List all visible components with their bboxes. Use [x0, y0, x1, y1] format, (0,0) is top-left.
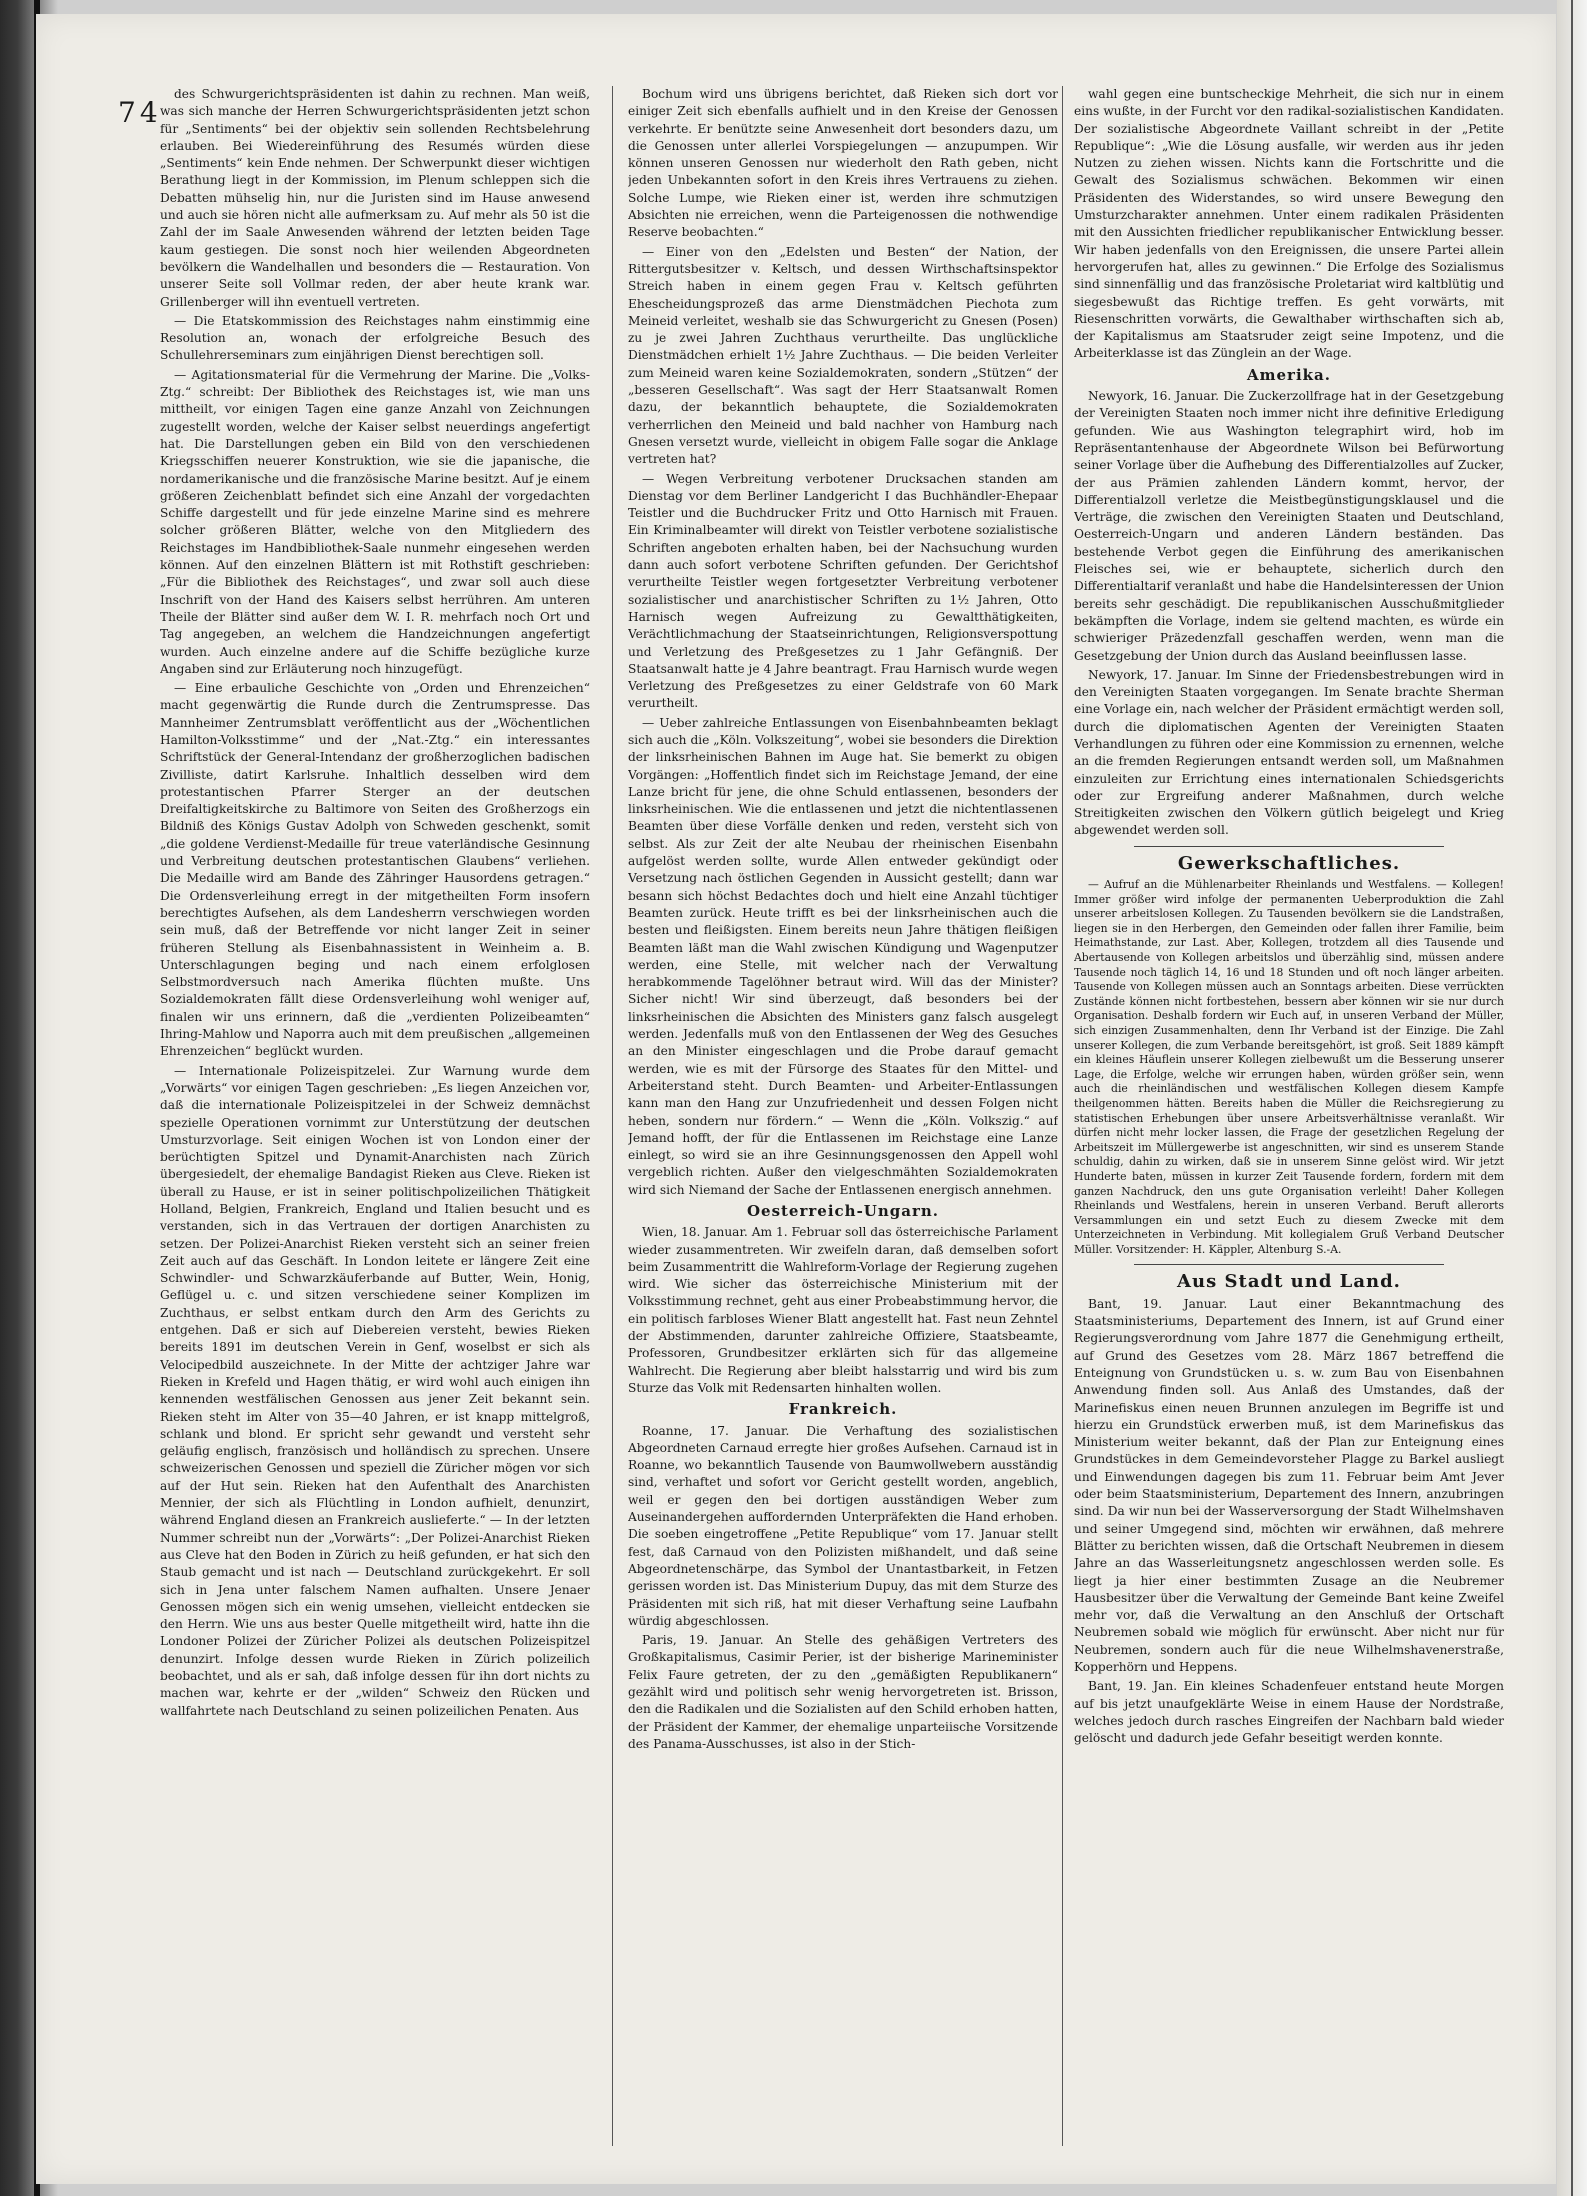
section-rule	[1134, 1264, 1444, 1265]
column-1	[160, 86, 590, 2146]
page-number: 74	[118, 96, 162, 129]
article-paragraph: — Internationale Polizeispitzelei. Zur Warnung wurde dem „Vorwärts“ vor einigen Tagen geschrieben: „Es liegen Anzeichen vor, daß die internationale Polizeispitzelei in der Schweiz demnächst spezielle Operationen vornimmt zur Unterstützung der deutschen Umsturzvorlage. Seit einigen Wochen ist von London einer der berüchtigten Spitzel und Dynamit-Anarchisten nach Zürich übergesiedelt, der ehemalige Bandagist Rieken aus Cleve. Rieken ist überall zu Hause, er ist in seiner politischpolizeilichen Thätigkeit Holland, Belgien, Frankreich, England und Italien besucht und es verstanden, sich in das Vertrauen der dortigen Anarchisten zu setzen. Der Polizei-Anarchist Rieken versteht sich an seiner freien Zeit auch auf das Geschäft. In London leitete er längere Zeit eine Schwindler- und Schwarzkäuferbande auf Butter, Wein, Honig, Geflügel u. c. und sitzen verschiedene seiner Komplizen im Zuchthaus, er selbst entkam durch den Arm des Gerichts zu entgehen. Daß er sich auf Diebereien versteht, bewies Rieken bereits 1891 im deutschen Verein in Genf, woselbst er sich als Velocipedbild auszeichnete. In der Mitte der achtziger Jahre war Rieken in Krefeld und Hagen thätig, er wird wohl auch einigen ihn kennenden westfälischen Genossen aus jener Zeit bekannt sein. Rieken steht im Alter von 35—40 Jahren, er ist knapp mittelgroß, schlank und blond. Er spricht sehr gewandt und versteht sehr geläufig englisch, französisch und holländisch zu sprechen. Unsere schweizerischen Genossen und speziell die Züricher mögen vor sich auf der Hut sein. Rieken hat den Aufenthalt des Anarchisten Mennier, der sich als Flüchtling in London aufhielt, denunzirt, während England diesen an Frankreich auslieferte.“ — In der letzten Nummer schreibt nun der „Vorwärts“: „Der Polizei-Anarchist Rieken aus Cleve hat den Boden in Zürich zu heiß gefunden, er hat sich den Staub gemacht und ist nach — Deutschland zurückgekehrt. Er soll sich in Jena unter falschem Namen aufhalten. Unsere Jenaer Genossen mögen sich ein wenig umsehen, vielleicht entdecken sie den Herrn. Wie uns aus bester Quelle mitgetheilt wird, hatte ihn die Londoner Polizei der Züricher Polizei als deutschen Polizeispitzel denunzirt. Infolge dessen wurde Rieken in Zürich polizeilich beobachtet, und als er sah, daß infolge dessen für ihn dort nichts zu machen war, kehrte er der „wilden“ Schweiz den Rücken und wallfahrtete nach Deutschland zu seinen polizeilichen Penaten. Aus	[160, 1063, 590, 1718]
article-paragraph: — Wegen Verbreitung verbotener Drucksachen standen am Dienstag vor dem Berliner Landgericht I das Buchhändler-Ehepaar Teistler und die Buchdrucker Fritz und Otto Harnisch mit Frauen. Ein Kriminalbeamter will direkt von Teistler verbotene sozialistische Schriften angeboten erhalten haben, bei der Nachsuchung wurden dann auch sofort verbotene Schriften gefunden. Der Gerichtshof verurtheilte Teistler wegen fortgesetzter Verbreitung verbotener sozialistischer und anarchistischer Schriften zu 1½ Jahren, Otto Harnisch wegen Aufreizung zu Gewaltthätigkeiten, Verächtlichmachung der Staatseinrichtungen, Religionsverspottung und Verletzung des Preßgesetzes zu 1 Jahr Gefängniß. Der Staatsanwalt hatte je 4 Jahre beantragt. Frau Harnisch wurde wegen Verletzung des Preßgesetzes zu einer Geldstrafe von 60 Mark verurtheilt.	[628, 471, 1058, 711]
article-paragraph: des Schwurgerichtspräsidenten ist dahin zu rechnen. Man weiß, was sich manche der Herren Schwurgerichtspräsidenten jetzt schon für „Sentiments“ bei der objektiv sein sollenden Rechtsbelehrung erlauben. Bei Wiedereinführung des Resumés würden diese „Sentiments“ kein Ende nehmen. Der Schwerpunkt dieser wichtigen Berathung liegt in der Kommission, im Plenum schleppen sich die Debatten mühselig hin, nur die Juristen sind im Hause anwesend und auch sie hören nicht alle aufmerksam zu. Auf mehr als 50 ist die Zahl der im Saale Anwesenden während der letzten beiden Tage kaum gestiegen. Die sonst noch hier weilenden Abgeordneten bevölkern die Wandelhallen und besonders die — Restauration. Von unserer Seite soll Vollmar reden, der aber heute krank war. Grillenberger will ihn eventuell vertreten.	[160, 87, 590, 309]
column-divider	[612, 86, 613, 2146]
article-paragraph: Paris, 19. Januar. An Stelle des gehäßigen Vertreters des Großkapitalismus, Casimir Perier, ist der bisherige Marineminister Felix Faure getreten, der zu den „gemäßigten Republikanern“ gezählt wird und politisch sehr wenig hervorgetreten ist. Brisson, den die Radikalen und die Sozialisten auf den Schild erhoben hatten, der Präsident der Kammer, der ehemalige unparteiische Vorsitzende des Panama-Ausschusses, ist also in der Stich-	[628, 1633, 1058, 1751]
section-heading: Frankreich.	[788, 1400, 898, 1419]
page-right-edge	[1557, 0, 1587, 2196]
article-paragraph: Bochum wird uns übrigens berichtet, daß Rieken sich dort vor einiger Zeit sich ebenfalls aufhielt und in den Kreise der Genossen verkehrte. Er benützte seine Anwesenheit dort besonders dazu, um die Genossen unter allerlei Vorspiegelungen — anzupumpen. Wir können unseren Genossen nur wiederholt den Rath geben, nicht jeden Unbekannten sofort in den Kreis ihres Vertrauens zu ziehen. Solche Lumpe, wie Rieken einer ist, werden ihre schmutzigen Absichten nie erreichen, wenn die Parteigenossen die nothwendige Reserve beobachten.“	[628, 87, 1058, 240]
section-rule	[1134, 846, 1444, 847]
article-paragraph: Bant, 19. Jan. Ein kleines Schadenfeuer entstand heute Morgen auf bis jetzt unaufgeklärte Weise in einem Hause der Nordstraße, welches jedoch durch rasches Eingreifen der Nachbarn bald wieder gelöscht und dadurch jede Gefahr beseitigt werden konnte.	[1074, 1679, 1504, 1746]
section-heading: Oesterreich-Ungarn.	[746, 1202, 940, 1220]
article-paragraph: — Ueber zahlreiche Entlassungen von Eisenbahnbeamten beklagt sich auch die „Köln. Volkszeitung“, wobei sie besonders die Direktion der linksrheinischen Bahnen im Auge hat. Sie bemerkt zu obigen Vorgängen: „Hoffentlich findet sich im Reichstage Jemand, der eine Lanze bricht für jene, die ohne Schuld entlassenen, besonders der linksrheinischen. Wie die entlassenen und jetzt die nichtentlassenen Beamten über diese Vorfälle denken und reden, versteht sich von selbst. Als zur Zeit der alte Neubau der rheinischen Eisenbahn aufgelöst werden sollte, wurde Allen entweder gekündigt oder Versetzung nach östlichen Gegenden in Aussicht gestellt; dann war besann sich höchst Bedachtes doch und hielt eine Anzahl tüchtiger Beamten zurück. Heute trifft es bei der linksrheinischen auch die besten und fleißigsten. Einem bereits neun Jahre thätigen fleißigen Beamten läßt man die Wahl zwischen Kündigung und Wagenputzer werden, eine Stelle, mit welcher nach der Verwaltung herabkommende Tagelöhner betraut wird. Will das der Minister? Sicher nicht! Wir sind überzeugt, daß besonders bei der linksrheinischen die Absichten des Ministers ganz falsch ausgelegt werden. Jedenfalls muß von den Entlassenen der Weg des Gesuches an den Minister eingeschlagen und die Probe darauf gemacht werden, wie es mit der Fürsorge des Staates für den Mittel- und Arbeiterstand steht. Durch Beamten- und Arbeiter-Entlassungen kann man den Hang zur Unzufriedenheit und dessen Folgen nicht heben, sondern nur fördern.“ — Wenn die „Köln. Volkszig.“ auf Jemand hofft, der für die Entlassenen im Reichstage eine Lanze einlegt, so wird sie an ihre Gesinnungsgenossen den Appell wohl vergeblich richten. Außer den vielgeschmähten Sozialdemokraten wird sich Niemand der Sache der Entlassenen energisch annehmen.	[628, 715, 1058, 1197]
article-paragraph: Newyork, 17. Januar. Im Sinne der Friedensbestrebungen wird in den Vereinigten Staaten vorgegangen. Im Senate brachte Sherman eine Vorlage ein, nach welcher der Präsident ermächtigt werden soll, durch die diplomatischen Agenten der Vereinigten Staaten Verhandlungen zu führen oder eine Kommission zu ernennen, welche an die fremden Regierungen entsandt werden soll, um Maßnahmen einzuleiten zur Errichtung eines internationalen Schiedsgerichts oder zur Ergreifung anderer Maßnahmen, durch welche Streitigkeiten zwischen den Völkern gütlich beigelegt und Krieg abgewendet werden soll.	[1074, 667, 1504, 838]
article-paragraph: — Aufruf an die Mühlenarbeiter Rheinlands und Westfalens. — Kollegen! Immer größer wird infolge der permanenten Ueberproduktion die Zahl unserer arbeitslosen Kollegen. Zu Tausenden bevölkern sie die Landstraßen, liegen sie in den Herbergen, den Gemeinden oder fallen ihrer Familie, beim Heimathstande, zur Last. Aber, Kollegen, trotzdem all dies Tausende und Abertausende von Kollegen arbeitslos und überzählig sind, müssen andere Tausende noch täglich 14, 16 und 18 Stunden und oft noch länger arbeiten. Tausende von Kollegen müssen auch an Sonntags arbeiten. Diese verrückten Zustände können nicht fortbestehen, bessern aber können wir sie nur durch Organisation. Deshalb fordern wir Euch auf, in unseren Verband der Müller, sich einzigen Zusammenhalten, denn Ihr Verband ist der Einzige. Die Zahl unserer Kollegen, die zum Verbande bereitsgehört, ist groß. Seit 1889 kämpft ein kleines Häuflein unserer Kollegen zielbewußt um die Besserung unserer Lage, die Erfolge, welche wir errungen haben, würden größer sein, wenn auch die rheinländischen und westfälischen Kollegen diesem Kampfe theilgenommen hätten. Bereits haben die Müller die Reichsregierung zu statistischen Erhebungen über unsere Arbeitsverhältnisse veranlaßt. Wir dürfen nicht mehr locker lassen, die Frage der gesetzlichen Regelung der Arbeitszeit im Müllergewerbe ist angeschnitten, wir sind es unserem Stande schuldig, dahin zu wirken, daß sie in unserem Sinne gelöst wird. Wir jetzt Hunderte baten, müssen in kurzer Zeit Tausende fordern, fordern mit dem ganzen Nachdruck, den uns gute Organisation verleiht! Daher Kollegen Rheinlands und Westfalens, herein in unseren Verband. Beruft allerorts Versammlungen ein und setzt Euch zu diesem Zwecke mit dem Unterzeichneten in Verbindung. Mit kollegialem Gruß Verband Deutscher Müller. Vorsitzender: H. Käppler, Altenburg S.-A.	[1074, 878, 1504, 1256]
article-paragraph: Wien, 18. Januar. Am 1. Februar soll das österreichische Parlament wieder zusammentreten. Wir zweifeln daran, daß demselben sofort beim Zusammentritt die Wahlreform-Vorlage der Regierung zugehen wird. Wie sicher das österreichische Ministerium mit der Volksstimmung rechnet, geht aus einer Probeabstimmung hervor, die ein politisch farbloses Wiener Blatt angestellt hat. Fast neun Zehntel der Abstimmenden, darunter zahlreiche Offiziere, Staatsbeamte, Professoren, Grundbesitzer erklärten sich für das allgemeine Wahlrecht. Die Regierung aber bleibt halsstarrig und wird bis zum Sturze das Volk mit Redensarten hinhalten wollen.	[628, 1225, 1058, 1395]
article-paragraph: Roanne, 17. Januar. Die Verhaftung des sozialistischen Abgeordneten Carnaud erregte hier großes Aufsehen. Carnaud ist in Roanne, wo bekanntlich Tausende von Baumwollwebern ausständig sind, verhaftet und sofort vor Gericht gestellt worden, angeblich, weil er gegen den bei dortigen ausständigen Weber zum Auseinandergehen auffordernden Unterpräfekten die Hand erhoben. Die soeben eingetroffene „Petite Republique“ vom 17. Januar stellt fest, daß Carnaud von den Polizisten mißhandelt, und daß seine Abgeordnetenschärpe, das Symbol der Unantastbarkeit, in Fetzen gerissen worden ist. Das Ministerium Dupuy, das mit dem Sturze des Präsidenten mit sich riß, hat mit dieser Verhaftung seine Laufbahn würdig abgeschlossen.	[628, 1423, 1058, 1628]
column-2	[628, 86, 1058, 2146]
column-3	[1074, 86, 1504, 2146]
section-heading: Aus Stadt und Land.	[1177, 1270, 1401, 1292]
column-divider	[1062, 86, 1063, 2146]
article-paragraph: Bant, 19. Januar. Laut einer Bekanntmachung des Staatsministeriums, Departement des Innern, ist auf Grund einer Regierungsverordnung vom Jahre 1877 die Genehmigung ertheilt, auf Grund des Gesetzes vom 28. März 1867 betreffend die Enteignung von Grundstücken u. s. w. zum Bau von Eisenbahnen Anwendung finden soll. Aus Anlaß des Umstandes, daß der Marinefiskus einen neuen Brunnen anzulegen im Begriffe ist und hierzu ein Grundstück erwerben muß, ist dem Marinefiskus das Ministerium weiter bekannt, daß der Plan zur Enteignung eines Grundstückes in dem Gemeindevorsteher Plagge zu Barkel ausliegt und Einwendungen dagegen bis zum 11. Februar beim Amt Jever oder beim Staatsministerium, Departement des Innern, anzubringen sind. Da wir nun bei der Wasserversorgung der Stadt Wilhelmshaven und seiner Umgegend sind, möchten wir erwähnen, daß mehrere Blätter zu berichten wissen, daß die Ortschaft Neubremen in diesem Jahre an das Wasserleitungsnetz angeschlossen werden solle. Es liegt ja hier einer bestimmten Zusage an die Neubremer Hausbesitzer über die Verwaltung der Gemeinde Bant keine Zweifel mehr vor, daß die Verwaltung an den Anschluß der Ortschaft Neubremen sobald wie möglich für erwünscht. Aber nicht nur für Neubremen, sondern auch für die neue Wilhelmshavenerstraße, Kopperhörn und Heppens.	[1074, 1296, 1504, 1675]
article-paragraph: — Die Etatskommission des Reichstages nahm einstimmig eine Resolution an, wonach der erfolgreiche Besuch des Schullehrerseminars zum einjährigen Dienst berechtigen soll.	[160, 313, 590, 363]
page-edge-line	[1571, 0, 1573, 2196]
section-heading: Gewerkschaftliches.	[1177, 852, 1401, 874]
article-paragraph: Newyork, 16. Januar. Die Zuckerzollfrage hat in der Gesetzgebung der Vereinigten Staaten noch immer nicht ihre definitive Erledigung gefunden. Wie aus Washington telegraphirt wird, hob im Repräsentantenhause der Abgeordnete Wilson bei Befürwortung seiner Vorlage über die Aufhebung des Differentialzolles auf Zucker, der aus Prämien zahlenden Ländern kommt, hervor, der Differentialzoll verletze die Meistbegünstigungsklausel und die Verträge, die zwischen den Vereinigten Staaten und Deutschland, Oesterreich-Ungarn und anderen Ländern beständen. Das bestehende Verbot gegen die Einführung des amerikanischen Fleisches sei, wie er behauptete, sicherlich durch den Differentialtarif veranlaßt und habe die Handelsinteressen der Union bereits sehr geschädigt. Die republikanischen Ausschußmitglieder bekämpften die Vorlage, indem sie geltend machten, es würde ein schwieriger Präzedenzfall geschaffen werden, wenn man die Gesetzgebung der Union durch das Ausland beeinflussen lasse.	[1074, 389, 1504, 663]
section-heading: Amerika.	[1247, 365, 1331, 384]
small-print-notice	[1074, 878, 1504, 1257]
article-paragraph: wahl gegen eine buntscheckige Mehrheit, die sich nur in einem eins wußte, in der Furcht vor den radikal-sozialistischen Kandidaten. Der sozialistische Abgeordnete Vaillant schreibt in der „Petite Republique“: „Wie die Lösung ausfalle, wir werden aus ihr jeden Nutzen zu ziehen wissen. Nichts kann die Fortschritte und die Gewalt des Sozialismus schwächen. Bekommen wir einen Präsidenten des Widerstandes, so wird unsere Bewegung den Umsturzcharakter annehmen. Unter einem radikalen Präsidenten mit den Aussichten friedlicher republikanischer Entwicklung besser. Wir haben jedenfalls von den Ereignissen, die unsere Partei allein hervorgerufen hat, alles zu gewinnen.“ Die Erfolge des Sozialismus sind sinnenfällig und das französische Proletariat wird kaltblütig und siegesbewußt das Richtige treffen. Es geht vorwärts, mit Riesenschritten vorwärts, die Gewalthaber wirthschaften sich ab, der Kapitalismus am Staatsruder zeigt seine Impotenz, und die Arbeiterklasse ist das Zünglein an der Wage.	[1074, 87, 1504, 361]
article-paragraph: — Eine erbauliche Geschichte von „Orden und Ehrenzeichen“ macht gegenwärtig die Runde durch die Zentrumspresse. Das Mannheimer Zentrumsblatt veröffentlicht aus der „Wöchentlichen Hamilton-Volksstimme“ und der „Nat.-Ztg.“ ein interessantes Schriftstück der General-Intendanz der großherzoglichen badischen Zivilliste, datirt Karlsruhe. Inhaltlich desselben wird dem protestantischen Pfarrer Sterger an der deutschen Dreifaltigkeitskirche zu Baltimore von Seiten des Großherzogs ein Bildniß des Königs Gustav Adolph von Schweden geschenkt, somit „die goldene Verdienst-Medaille für treue vaterländische Gesinnung und Verbreitung deutschen protestantischen Glaubens“ verliehen. Die Medaille wird am Bande des Zähringer Hausordens getragen.“ Die Ordensverleihung erregt in der mitgetheilten Form insofern berechtigtes Aufsehen, als dem Landesherrn verschwiegen worden sein muß, daß der Betreffende vor nicht langer Zeit in seiner früheren Stellung als Eisenbahnassistent in Weinheim a. B. Unterschlagungen beging und nach einem erfolglosen Selbstmordversuch nach Amerika flüchten mußte. Uns Sozialdemokraten fällt diese Ordensverleihung wohl weniger auf, finalen wir uns erinnern, daß die „verdienten Polizeibeamten“ Ihring-Mahlow und Naporra auch mit dem preußischen „allgemeinen Ehrenzeichen“ beglückt wurden.	[160, 681, 590, 1059]
article-paragraph: — Einer von den „Edelsten und Besten“ der Nation, der Rittergutsbesitzer v. Keltsch, und dessen Wirthschaftsinspektor Streich haben in einem gegen Frau v. Keltsch geführten Ehescheidungsprozeß das arme Dienstmädchen Piechota zum Meineid verleitet, weshalb sie das Schwurgericht zu Gnesen (Posen) zu je zwei Jahren Zuchthaus verurtheilte. Das unglückliche Dienstmädchen erhielt 1½ Jahre Zuchthaus. — Die beiden Verleiter zum Meineid waren keine Sozialdemokraten, sondern „Stützen“ der „besseren Gesellschaft“. Was sagt der Herr Staatsanwalt Romen dazu, der bekanntlich behauptete, die Sozialdemokraten verherrlichen den Meineid und bald nachher von Hamburg nach Gnesen versetzt wurde, vielleicht in obigem Falle sogar die Anklage vertreten hat?	[628, 244, 1058, 467]
article-paragraph: — Agitationsmaterial für die Vermehrung der Marine. Die „Volks-Ztg.“ schreibt: Der Bibliothek des Reichstages ist, wie man uns mittheilt, vor einigen Tagen eine ganze Anzahl von Zeichnungen zugestellt worden, welche der Kaiser selbst neuerdings angefertigt hat. Die Darstellungen geben ein Bild von den verschiedenen Kriegsschiffen neuerer Konstruktion, wie sie die japanische, die nordamerikanische und die französische Marine besitzt. Auf je einem größeren Zeichenblatt befindet sich eine Anzahl der vorgedachten Schiffe dargestellt und für jede einzelne Marine sind es mehrere solcher größeren Blätter, welche von den Mitgliedern des Reichstages im Handbibliothek-Saale nunmehr eingesehen werden können. Auf den einzelnen Blättern ist mit Rothstift geschrieben: „Für die Bibliothek des Reichstages“, und zwar soll auch diese Inschrift von der Hand des Kaisers selbst herrühren. Am unteren Theile der Blätter sind außer dem W. I. R. mehrfach noch Ort und Tag angegeben, an welchem die Handzeichnungen angefertigt wurden. Auch einzelne andere auf die Schiffe bezügliche kurze Angaben sind zur Erläuterung noch hinzugefügt.	[160, 367, 590, 676]
